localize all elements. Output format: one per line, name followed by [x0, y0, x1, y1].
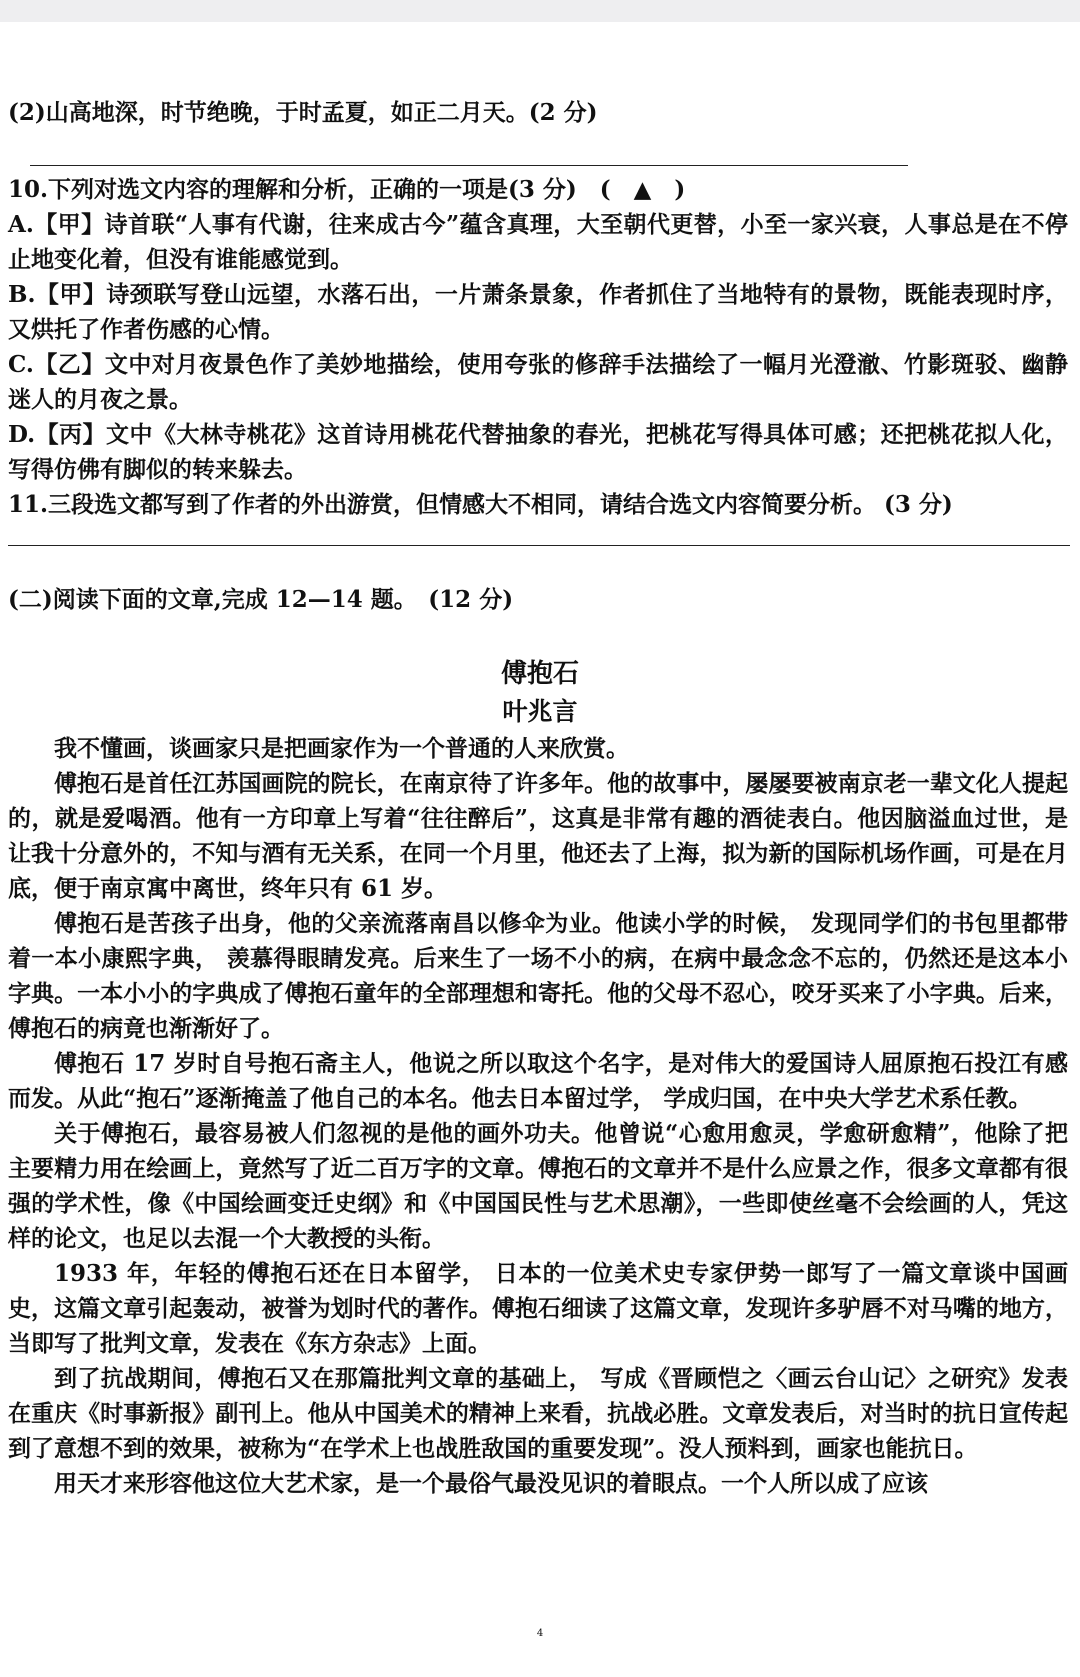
article-paragraph: 1933 年，年轻的傅抱石还在日本留学， 日本的一位美术史专家伊势一郎写了一篇文章谈中国画史，这篇文章引起轰动，被誉为划时代的著作。傅抱石细读了这篇文章，发现许多驴唇不对马嘴的地方， 当即写了批判文章，发表在《东方杂志》上面。	[8, 1260, 1068, 1357]
option-c: C.【乙】文中对月夜景色作了美妙地描绘，使用夸张的修辞手法描绘了一幅月光澄澈、竹影斑驳、幽静迷人的月夜之景。	[8, 351, 1068, 413]
option-d: D.【丙】文中《大林寺桃花》这首诗用桃花代替抽象的春光，把桃花写得具体可感；还把桃花拟人化，写得仿佛有脚似的转来躲去。	[8, 421, 1068, 483]
answer-line	[30, 165, 908, 166]
article-paragraph: 我不懂画，谈画家只是把画家作为一个普通的人来欣赏。	[54, 735, 629, 762]
article-paragraph: 傅抱石是苦孩子出身，他的父亲流落南昌以修伞为业。他读小学的时候， 发现同学们的书包里都带着一本小康熙字典， 羡慕得眼睛发亮。后来生了一场不小的病，在病中最念念不忘的，仍然还是这本小字典。一本小小的字典成了傅抱石童年的全部理想和寄托。他的父母不忍心，咬牙买来了小字典。后来，傅抱石的病竟也渐渐好了。	[8, 910, 1068, 1042]
question-11: 11.三段选文都写到了作者的外出游赏，但情感大不相同，请结合选文内容简要分析。 (3 分)	[8, 491, 953, 518]
article-paragraph: 到了抗战期间，傅抱石又在那篇批判文章的基础上， 写成《晋顾恺之〈画云台山记〉之研究》发表在重庆《时事新报》副刊上。他从中国美术的精神上来看，抗战必胜。文章发表后，对当时的抗日宣传起到了意想不到的效果，被称为“在学术上也战胜敌国的重要发现”。没人预料到，画家也能抗日。	[8, 1365, 1068, 1462]
section-divider	[8, 545, 1070, 546]
article-paragraph: 傅抱石是首任江苏国画院的院长，在南京待了许多年。他的故事中，屡屡要被南京老一辈文化人提起的，就是爱喝酒。他有一方印章上写着“往往醉后”，这真是非常有趣的酒徒表白。他因脑溢血过世，是让我十分意外的，不知与酒有无关系，在同一个月里，他还去了上海，拟为新的国际机场作画，可是在月底，便于南京寓中离世，终年只有 61 岁。	[8, 770, 1068, 902]
question-10	[8, 172, 1068, 522]
article-paragraph: 关于傅抱石，最容易被人们忽视的是他的画外功夫。他曾说“心愈用愈灵，学愈研愈精”，他除了把主要精力用在绘画上，竟然写了近二百万字的文章。傅抱石的文章并不是什么应景之作，很多文章都有很强的学术性，像《中国绘画变迁史纲》和《中国国民性与艺术思潮》，一些即使丝毫不会绘画的人，凭这样的论文，也足以去混一个大教授的头衔。	[8, 1120, 1068, 1252]
option-a: A.【甲】诗首联“人事有代谢，往来成古今”蕴含真理，大至朝代更替，小至一家兴衰，人事总是在不停止地变化着，但没有谁能感觉到。	[8, 211, 1068, 273]
page-number: 4	[536, 1628, 544, 1639]
article-paragraph: 傅抱石 17 岁时自号抱石斋主人，他说之所以取这个名字，是对伟大的爱国诗人屈原抱石投江有感而发。从此“抱石”逐渐掩盖了他自己的本名。他去日本留过学， 学成归国，在中央大学艺术系任教。	[8, 1050, 1068, 1112]
option-b: B.【甲】诗颈联写登山远望，水落石出，一片萧条景象，作者抓住了当地特有的景物，既能表现时序，又烘托了作者伤感的心情。	[8, 281, 1068, 343]
article-title: 傅抱石	[500, 659, 579, 689]
section-2-heading: (二)阅读下面的文章,完成 12—14 题。 (12 分)	[8, 586, 514, 613]
question-9-2: (2)山高地深，时节绝晚，于时孟夏，如正二月天。(2 分)	[8, 99, 598, 126]
question-10-stem: 10.下列对选文内容的理解和分析，正确的一项是(3 分) ( ▲ )	[8, 176, 686, 203]
article-body	[8, 731, 1068, 1501]
article-paragraph: 用天才来形容他这位大艺术家，是一个最俗气最没见识的着眼点。一个人所以成了应该	[54, 1470, 928, 1497]
article-author: 叶兆言	[502, 697, 578, 726]
